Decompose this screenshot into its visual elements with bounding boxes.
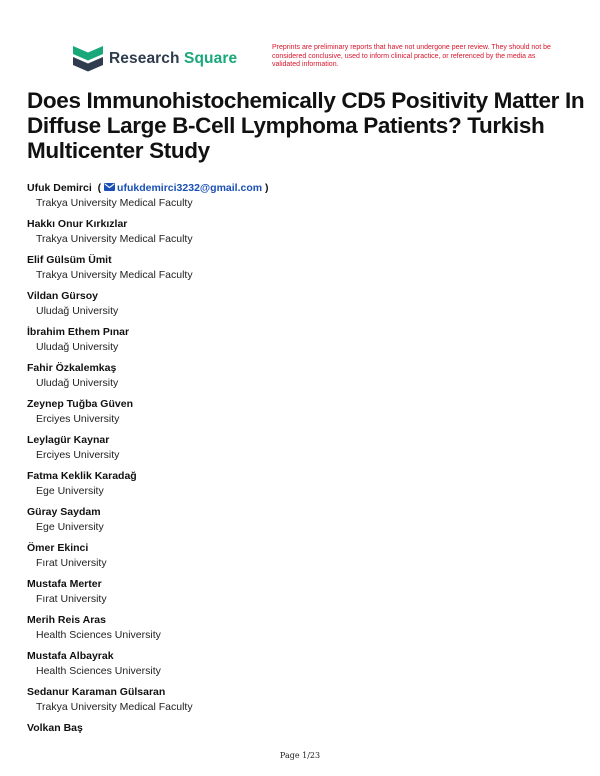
author-name: Fahir Özkalemkaş [27, 362, 117, 374]
author-name: Sedanur Karaman Gülsaran [27, 686, 166, 698]
author-name: Vildan Gürsoy [27, 290, 98, 302]
header [73, 44, 551, 78]
author-name: Leylagür Kaynar [27, 434, 110, 446]
author-affiliation: Uludağ University [36, 377, 119, 389]
mail-icon [104, 183, 115, 191]
author-affiliation: Uludağ University [36, 305, 119, 317]
author-affiliation: Ege University [36, 485, 104, 497]
author-entry [27, 577, 587, 613]
author-affiliation: Trakya University Medical Faculty [36, 701, 193, 713]
author-entry [27, 217, 587, 253]
author-name: Ömer Ekinci [27, 542, 89, 554]
author-affiliation: Trakya University Medical Faculty [36, 233, 193, 245]
author-name: Fatma Keklik Karadağ [27, 470, 137, 482]
author-name: Zeynep Tuğba Güven [27, 398, 133, 410]
author-name: Güray Saydam [27, 506, 101, 518]
author-affiliation: Fırat University [36, 593, 107, 605]
author-entry [27, 181, 587, 217]
author-entry [27, 613, 587, 649]
author-entry [27, 541, 587, 577]
logo-text-research: Research [109, 50, 180, 67]
research-square-logo[interactable] [73, 46, 237, 72]
author-entry [27, 505, 587, 541]
open-paren: ( [97, 182, 102, 194]
author-affiliation: Health Sciences University [36, 665, 161, 677]
author-affiliation: Erciyes University [36, 413, 120, 425]
logo-wordmark [109, 50, 237, 68]
author-entry [27, 685, 587, 721]
author-name: Volkan Baş [27, 722, 83, 734]
author-entry [27, 253, 587, 289]
corresponding-author [27, 181, 587, 195]
email-address: ufukdemirci3232@gmail.com [117, 182, 263, 194]
email-link[interactable] [104, 182, 262, 194]
author-entry [27, 361, 587, 397]
close-paren: ) [265, 182, 269, 194]
paper-title: Does Immunohistochemically CD5 Positivity Matter In Diffuse Large B-Cell Lymphoma Patients? Turkish Multicenter Study [27, 88, 585, 163]
author-name: Mustafa Albayrak [27, 650, 114, 662]
author-entry [27, 289, 587, 325]
author-name: Merih Reis Aras [27, 614, 106, 626]
author-list [27, 181, 587, 757]
author-affiliation: Trakya University Medical Faculty [36, 269, 193, 281]
author-entry [27, 325, 587, 361]
author-affiliation: Ege University [36, 521, 104, 533]
author-entry [27, 469, 587, 505]
logo-text-square: Square [184, 50, 238, 67]
page-number: Page 1/23 [279, 751, 321, 760]
author-name: Hakkı Onur Kırkızlar [27, 218, 128, 230]
author-name: Elif Gülsüm Ümit [27, 254, 112, 266]
author-name: İbrahim Ethem Pınar [27, 326, 130, 338]
author-name: Mustafa Merter [27, 578, 102, 590]
author-entry [27, 433, 587, 469]
author-affiliation: Trakya University Medical Faculty [36, 197, 193, 209]
author-affiliation: Uludağ University [36, 341, 119, 353]
author-name: Ufuk Demirci [27, 182, 92, 194]
research-square-logo-icon [73, 46, 103, 72]
author-entry [27, 649, 587, 685]
author-affiliation: Health Sciences University [36, 629, 161, 641]
author-affiliation: Fırat University [36, 557, 107, 569]
author-affiliation: Erciyes University [36, 449, 120, 461]
preprint-disclaimer: Preprints are preliminary reports that have not undergone peer review. They should not be considered conclusive, used to inform clinical practice, or referenced by the media as validated information. [272, 44, 551, 68]
author-entry [27, 397, 587, 433]
